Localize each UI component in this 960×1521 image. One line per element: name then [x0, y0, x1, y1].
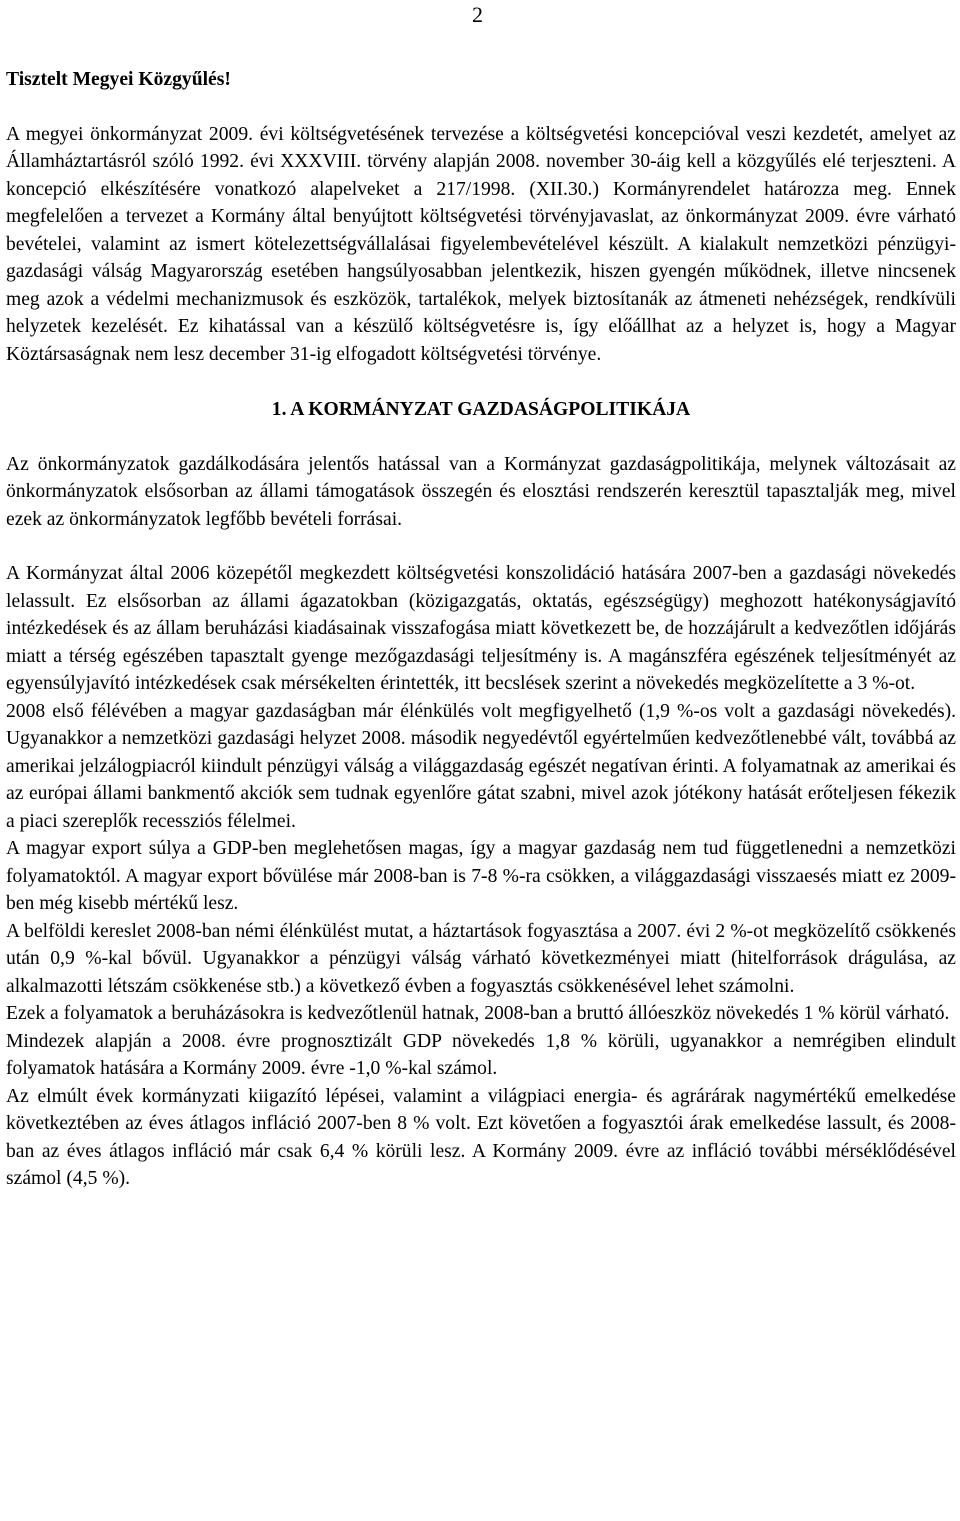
salutation: Tisztelt Megyei Közgyűlés!	[6, 69, 231, 90]
paragraph: Ezek a folyamatok a beruházásokra is kedvezőtlenül hatnak, 2008-ban a bruttó állóeszköz növekedés 1 % körül várható.	[6, 1003, 950, 1024]
section-heading: 1. A KORMÁNYZAT GAZDASÁGPOLITIKÁJA	[271, 399, 691, 420]
paragraph: A belföldi kereslet 2008-ban némi élénkülést mutat, a háztartások fogyasztása a 2007. évi 2 %-ot megközelítő csökkenés után 0,9 %-kal bővül. Ugyanakkor a pénzügyi válság várható következményei miatt (hitelforrások drágulása, az alkalmazotti létszám csökkenése stb.) a következő évben a fogyasztás csökkenésével lehet számolni.	[6, 920, 956, 997]
intro-paragraph: A megyei önkormányzat 2009. évi költségvetésének tervezése a költségvetési koncepcióval veszi kezdetét, amelyet az Államháztartásról szóló 1992. évi XXXVIII. törvény alapján 2008. november 30-áig kell a közgyűlés elé terjeszteni. A koncepció elkészítésére vonatkozó alapelveket a 217/1998. (XII.30.) Kormányrendelet határozza meg. Ennek megfelelően a tervezet a Kormány által benyújtott költségvetési törvényjavaslat, az önkormányzat 2009. évre várható bevételei, valamint az ismert kötelezettségvállalásai figyelembevételével készült. A kialakult nemzetközi pénzügyi-gazdasági válság Magyarország esetében hangsúlyosabban jelentkezik, hiszen gyengén működnek, illetve nincsenek meg azok a védelmi mechanizmusok és eszközök, tartalékok, melyek biztosítanák az átmeneti nehézségek, rendkívüli helyzetek kezelését. Ez kihatással van a készülő költségvetésre is, így előállhat az a helyzet is, hogy a Magyar Köztársaságnak nem lesz december 31-ig elfogadott költségvetési törvénye.	[6, 123, 956, 365]
document-body	[6, 66, 956, 1193]
paragraph: Az elmúlt évek kormányzati kiigazító lépései, valamint a világpiaci energia- és agrárárak nagymértékű emelkedése következtében az éves átlagos infláció 2007-ben 8 % volt. Ezt követően a fogyasztói árak emelkedése lassult, és 2008-ban az éves átlagos infláció már csak 6,4 % körüli lesz. A Kormány 2009. évre az infláció további mérséklődésével számol (4,5 %).	[6, 1085, 956, 1189]
paragraph: A Kormányzat által 2006 közepétől megkezdett költségvetési konszolidáció hatására 2007-ben a gazdasági növekedés lelassult. Ez elsősorban az állami ágazatokban (közigazgatás, oktatás, egészségügy) meghozott hatékonyságjavító intézkedések és az állam beruházási kiadásainak visszafogása miatt következett be, de hozzájárult a kedvezőtlen időjárás miatt a térség egészében tapasztalt gyenge mezőgazdasági teljesítmény is. A magánszféra egészének teljesítményét az egyensúlyjavító intézkedések csak mérsékelten érintették, itt becslések szerint a növekedés megközelítette a 3 %-ot.	[6, 563, 956, 694]
paragraph: Az önkormányzatok gazdálkodására jelentős hatással van a Kormányzat gazdaságpolitikája, melynek változásait az önkormányzatok elsősorban az állami támogatások összegén és elosztási rendszerén keresztül tapasztalják meg, mivel ezek az önkormányzatok legfőbb bevételi forrásai.	[6, 453, 956, 530]
paragraph: 2008 első félévében a magyar gazdaságban már élénkülés volt megfigyelhető (1,9 %-os volt a gazdasági növekedés). Ugyanakkor a nemzetközi gazdasági helyzet 2008. második negyedévtől egyértelműen kedvezőtlenebbé vált, továbbá az amerikai jelzálogpiacról kiindult pénzügyi válság a világgazdaság egészét negatívan érinti. A folyamatnak az amerikai és az európai állami bankmentő akciók sem tudnak egyenlőre gátat szabni, mivel azok jótékony hatását erőteljesen fékezik a piaci szereplők recessziós félelmei.	[6, 700, 956, 832]
page-number: 2	[472, 2, 483, 27]
paragraph: A magyar export súlya a GDP-ben meglehetősen magas, így a magyar gazdaság nem tud függetlenedni a nemzetközi folyamatoktól. A magyar export bővülése már 2008-ban is 7-8 %-ra csökken, a világgazdasági visszaesés miatt ez 2009-ben még kisebb mértékű lesz.	[6, 838, 956, 914]
paragraph: Mindezek alapján a 2008. évre prognosztizált GDP növekedés 1,8 % körüli, ugyanakkor a nemrégiben elindult folyamatok hatására a Kormány 2009. évre -1,0 %-kal számol.	[6, 1030, 956, 1079]
